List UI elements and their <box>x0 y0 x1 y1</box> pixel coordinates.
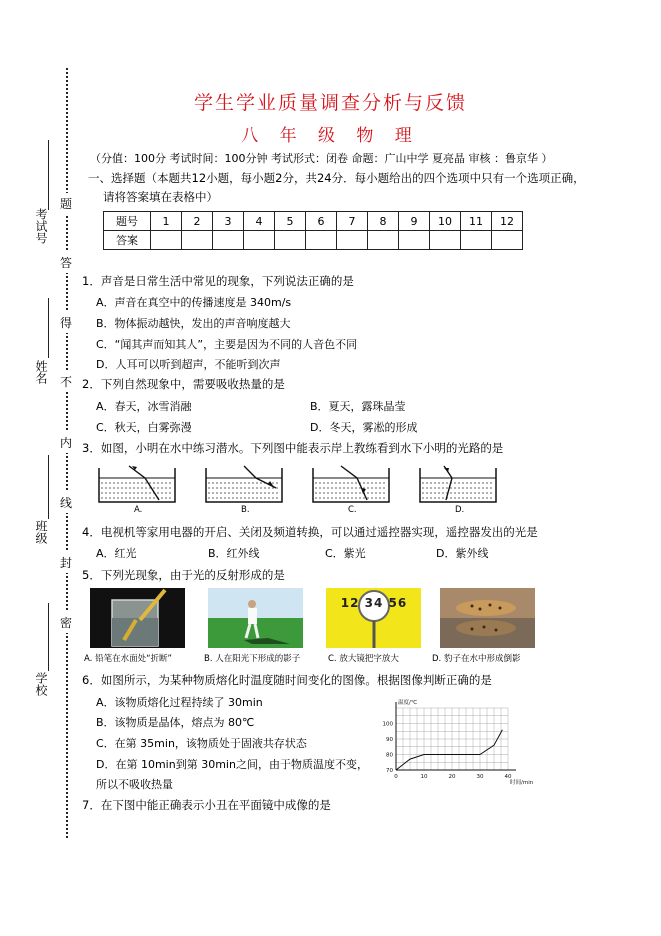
q3-diagram-a <box>97 466 177 504</box>
answer-cell[interactable] <box>399 231 430 250</box>
chart-x-tick-label: 40 <box>504 774 512 780</box>
seal-char: 内 <box>60 432 72 453</box>
question-number: 8 <box>368 212 399 231</box>
q1-option-a: A．声音在真空中的传播速度是 340m/s <box>96 296 292 309</box>
exam-number-label: 考试号 <box>34 208 48 244</box>
chart-x-tick-label: 0 <box>394 774 398 780</box>
answer-cell[interactable] <box>275 231 306 250</box>
answer-cell[interactable] <box>306 231 337 250</box>
question-number: 11 <box>461 212 492 231</box>
question-number: 10 <box>430 212 461 231</box>
chart-x-tick-label: 20 <box>448 774 456 780</box>
chart-x-tick-label: 30 <box>476 774 484 780</box>
q4-option-d: D．紫外线 <box>436 547 489 560</box>
answer-cell[interactable] <box>492 231 523 250</box>
question-1: 1．声音是日常生活中常见的现象，下列说法正确的是 <box>82 274 354 288</box>
seal-char: 得 <box>60 312 72 333</box>
exam-number-line <box>48 140 49 210</box>
q5-caption-b: B. 人在阳光下形成的影子 <box>204 654 301 664</box>
q4-option-b: B．红外线 <box>208 547 260 560</box>
q5-magnifier-digits: 12 34 56 <box>340 596 408 610</box>
q5-caption-a: A. 铅笔在水面处“折断” <box>84 654 172 664</box>
seal-char: 不 <box>60 371 72 392</box>
q3-label-a: A. <box>134 505 143 515</box>
question-number: 1 <box>151 212 182 231</box>
question-6: 6．如图所示，为某种物质熔化时温度随时间变化的图像。根据图像判断正确的是 <box>82 673 492 687</box>
page-title: 学生学业质量调查分析与反馈 <box>193 92 467 114</box>
q5-photo-golfer-shadow <box>208 588 303 648</box>
school-label: 学校 <box>34 672 48 696</box>
answer-cell[interactable] <box>244 231 275 250</box>
exam-info: （分值：100分 考试时间：100分钟 考试形式：闭卷 命题：广山中学 夏亮晶 审核 ：鲁京华 ） <box>90 152 553 165</box>
page-subtitle: 八 年 级 物 理 <box>241 126 420 146</box>
answer-table-answer-row <box>104 231 523 250</box>
q1-option-b: B．物体振动越快，发出的声音响度越大 <box>96 317 291 330</box>
question-number: 3 <box>213 212 244 231</box>
question-5: 5．下列光现象，由于光的反射形成的是 <box>82 568 285 582</box>
answer-cell[interactable] <box>461 231 492 250</box>
q3-label-d: D. <box>455 505 465 515</box>
name-label: 姓名 <box>34 360 48 384</box>
chart-y-tick-label: 80 <box>386 752 393 759</box>
binding-dotted-line <box>66 68 68 838</box>
q6-option-d-cont: 所以不吸收热量 <box>96 778 173 791</box>
table-head-label: 题号 <box>104 212 151 231</box>
answer-cell[interactable] <box>430 231 461 250</box>
q4-option-a: A．红光 <box>96 547 137 560</box>
q2-option-a: A．春天，冰雪消融 <box>96 400 192 413</box>
q3-diagram-d <box>418 466 498 504</box>
q2-option-d: D．冬天，雾凇的形成 <box>310 421 418 434</box>
answer-cell[interactable] <box>151 231 182 250</box>
q5-caption-d: D. 豹子在水中形成倒影 <box>432 654 521 664</box>
question-number: 2 <box>182 212 213 231</box>
q5-caption-c: C. 放大镜把字放大 <box>328 654 399 664</box>
q3-diagram-b <box>204 466 284 504</box>
q1-option-d: D．人耳可以听到超声，不能听到次声 <box>96 358 281 371</box>
q3-diagram-c <box>311 466 391 504</box>
seal-char: 题 <box>60 193 72 214</box>
seal-char: 封 <box>60 552 72 573</box>
q5-photo-pencil-in-water <box>90 588 185 648</box>
q2-option-c: C．秋天，白雾弥漫 <box>96 421 192 434</box>
school-line <box>48 603 49 671</box>
q3-label-c: C. <box>348 505 357 515</box>
question-2: 2．下列自然现象中，需要吸收热量的是 <box>82 377 285 391</box>
q6-option-d: D．在第 10min到第 30min之间，由于物质温度不变， <box>96 758 368 771</box>
answer-cell[interactable] <box>213 231 244 250</box>
chart-y-tick-label: 70 <box>386 768 393 774</box>
q6-option-c: C．在第 35min，该物质处于固液共存状态 <box>96 737 307 750</box>
question-number: 6 <box>306 212 337 231</box>
question-number: 7 <box>337 212 368 231</box>
q6-option-a: A．该物质熔化过程持续了 30min <box>96 696 263 709</box>
question-7: 7．在下图中能正确表示小丑在平面镜中成像的是 <box>82 798 331 812</box>
chart-y-tick-label: 100 <box>382 721 393 728</box>
section-instructions: 一、选择题（本题共12小题，每小题2分，共24分．每小题给出的四个选项中只有一个选项正确， <box>88 171 585 185</box>
answer-table-header-row <box>104 212 523 231</box>
chart-series-line <box>396 730 502 770</box>
chart-y-tick-label: 90 <box>386 737 393 743</box>
question-number: 5 <box>275 212 306 231</box>
answer-table <box>103 211 523 250</box>
answer-cell[interactable] <box>368 231 399 250</box>
q2-option-b: B．夏天，露珠晶莹 <box>310 400 406 413</box>
question-4: 4．电视机等家用电器的开启、关闭及频道转换，可以通过遥控器实现，遥控器发出的光是 <box>82 525 538 539</box>
question-3: 3．如图，小明在水中练习潜水。下列图中能表示岸上教练看到水下小明的光路的是 <box>82 441 504 455</box>
q4-option-c: C．紫光 <box>325 547 366 560</box>
table-answer-label: 答案 <box>104 231 151 250</box>
answer-cell[interactable] <box>337 231 368 250</box>
q5-photo-leopard-reflection <box>440 588 535 648</box>
question-number: 12 <box>492 212 523 231</box>
melting-curve-chart <box>370 696 534 788</box>
chart-x-tick-label: 10 <box>420 774 428 780</box>
q1-option-c: C．“闻其声而知其人”，主要是因为不同的人音色不同 <box>96 338 358 351</box>
seal-char: 线 <box>60 492 72 513</box>
question-number: 4 <box>244 212 275 231</box>
q3-label-b: B. <box>241 505 250 515</box>
chart-y-label: 温度/℃ <box>398 700 418 706</box>
class-label: 班级 <box>34 520 48 544</box>
seal-char: 密 <box>60 612 72 633</box>
chart-x-label: 时间/min <box>510 780 534 786</box>
class-line <box>48 455 49 519</box>
q6-option-b: B．该物质是晶体，熔点为 80℃ <box>96 716 255 729</box>
name-line <box>48 298 49 358</box>
answer-cell[interactable] <box>182 231 213 250</box>
seal-char: 答 <box>60 252 72 273</box>
section-instructions-cont: 请将答案填在表格中） <box>103 190 218 204</box>
question-number: 9 <box>399 212 430 231</box>
